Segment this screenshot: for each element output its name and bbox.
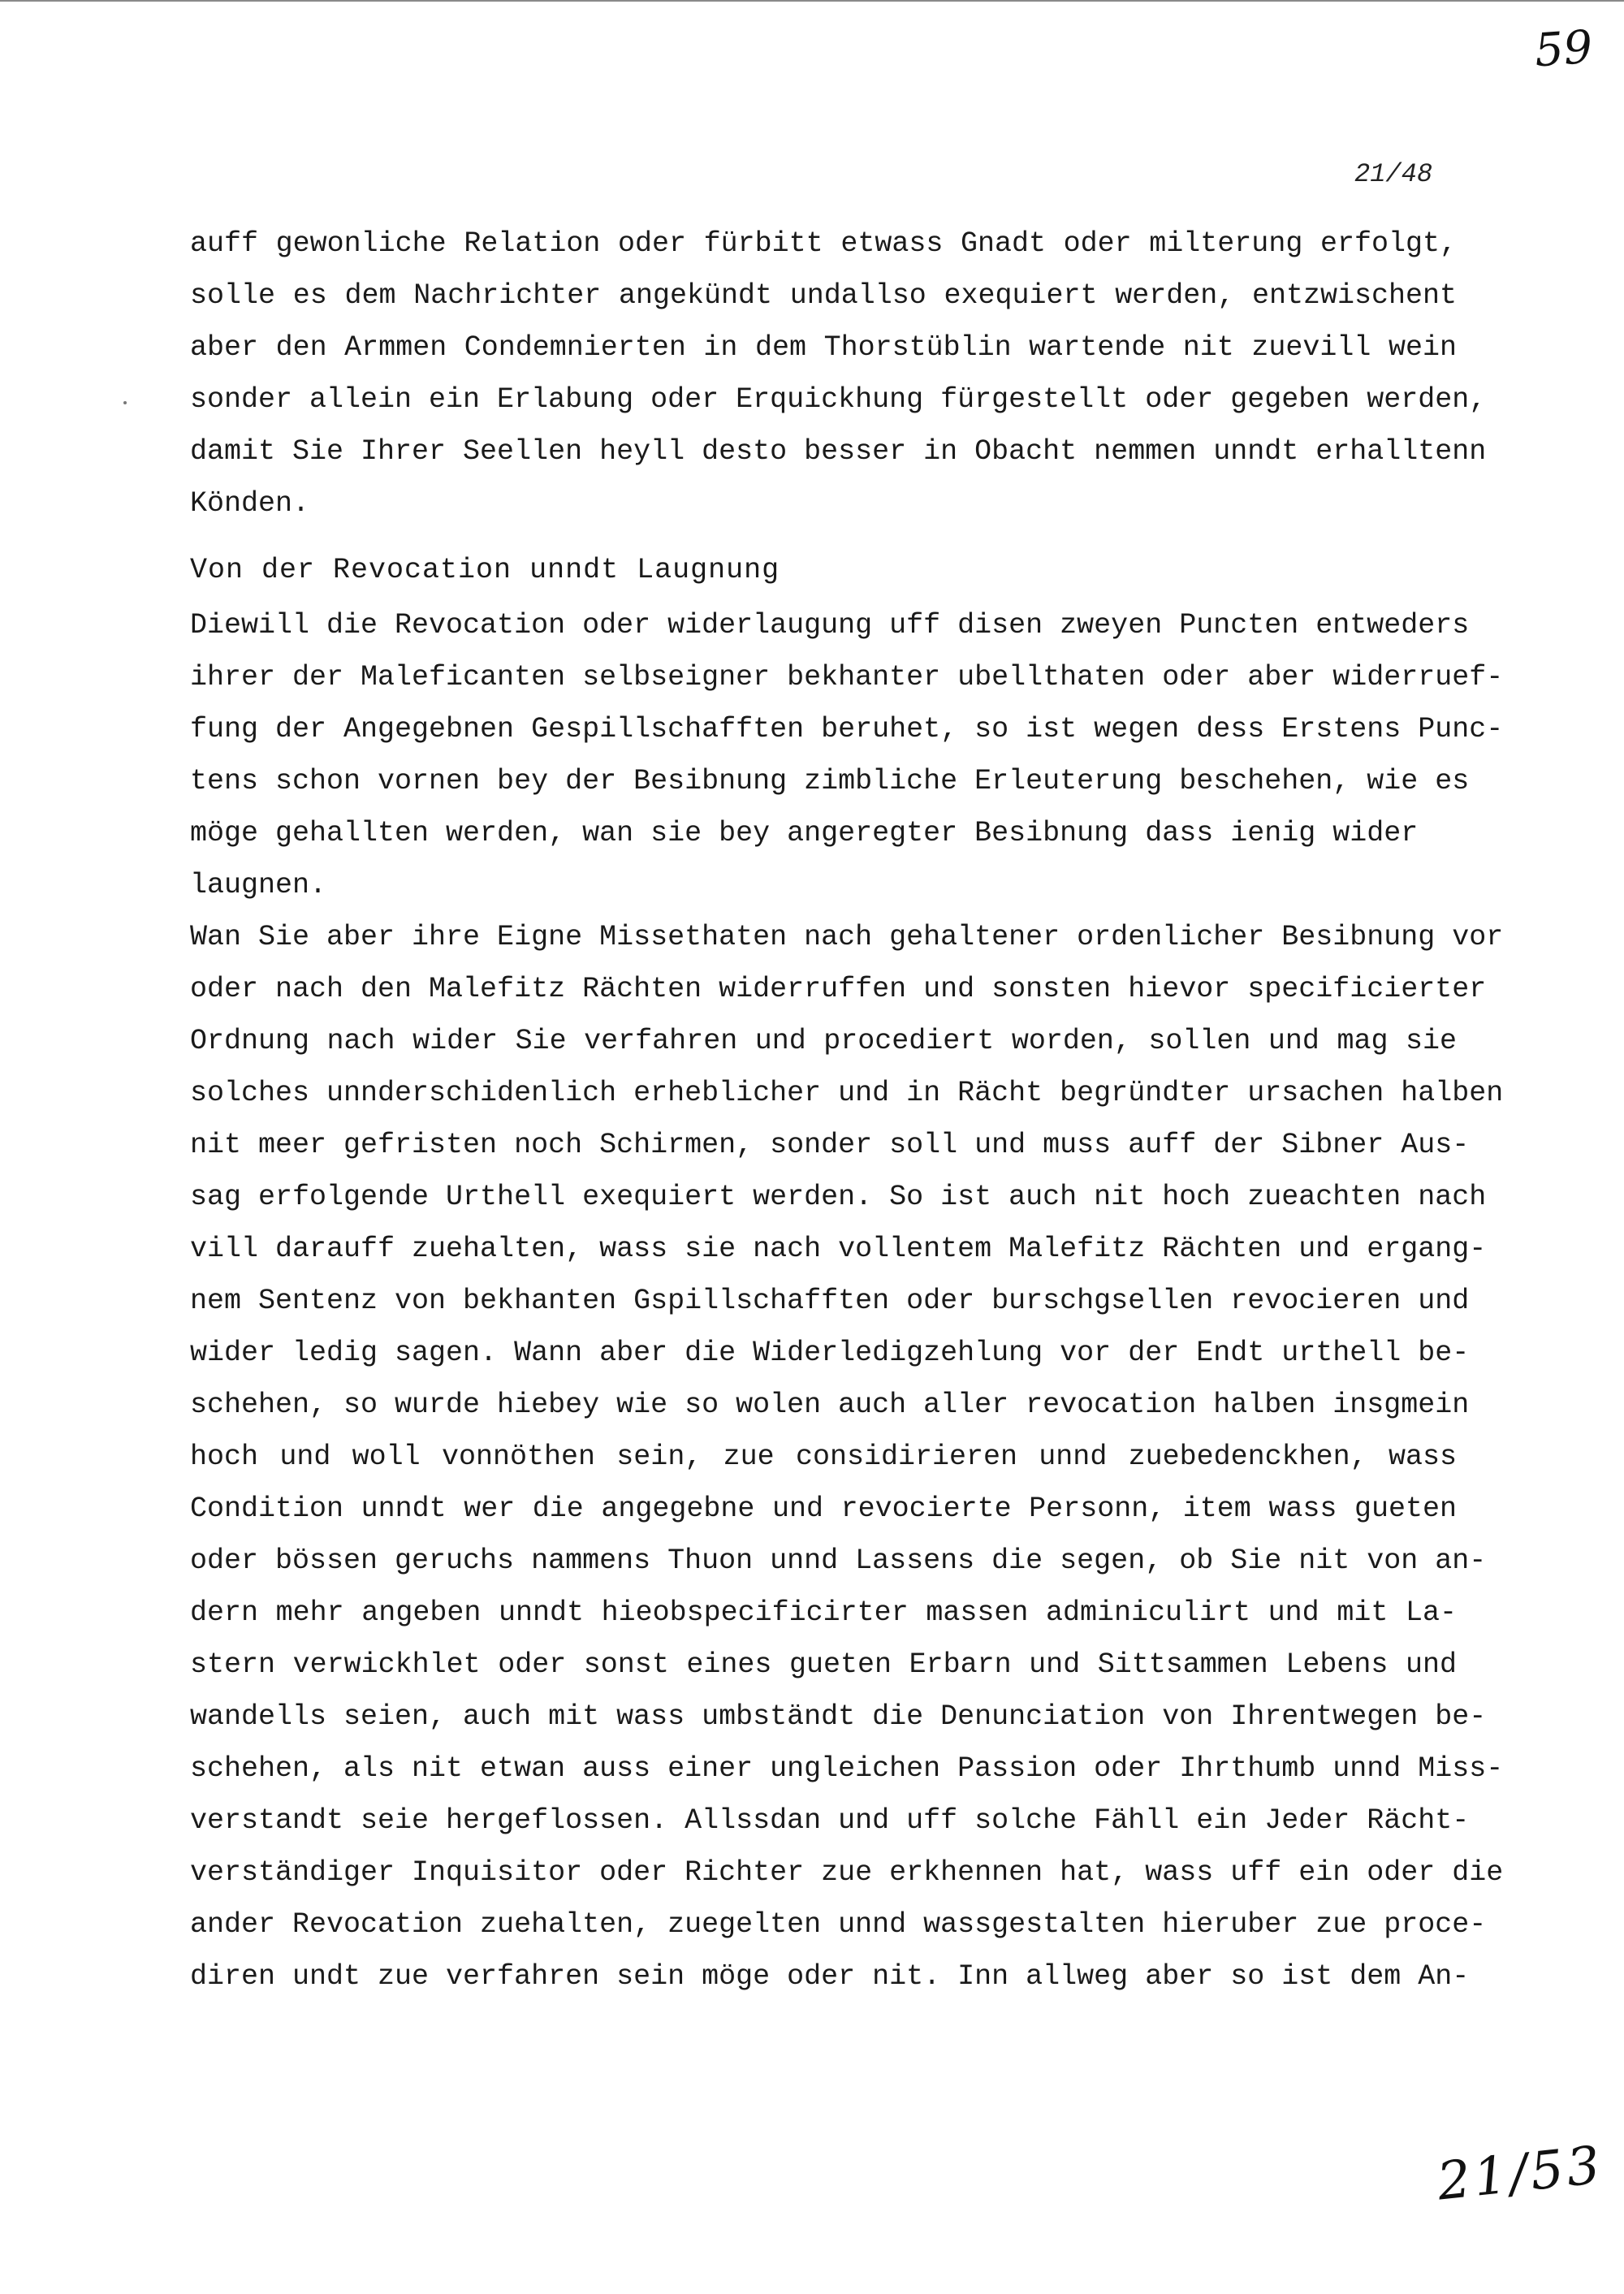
text-line: solches unnderschidenlich erheblicher und in Rächt begründter ursachen halben xyxy=(190,1077,1504,1109)
text-line: aber den Armmen Condemnierten in dem Thorstüblin wartende nit zuevill wein xyxy=(190,331,1457,364)
text-line: oder bössen geruchs nammens Thuon unnd Lassens die segen, ob Sie nit von an- xyxy=(190,1544,1487,1577)
page-reference: 21/48 xyxy=(1354,159,1433,189)
text-line: sag erfolgende Urthell exequiert werden. So ist auch nit hoch zueachten nach xyxy=(190,1181,1487,1213)
text-line: Diewill die Revocation oder widerlaugung uff disen zweyen Puncten entweders xyxy=(190,609,1470,642)
text-line: dern mehr angeben unndt hieobspecificirter massen adminiculirt und mit La- xyxy=(190,1596,1457,1629)
text-line: ander Revocation zuehalten, zuegelten unnd wassgestalten hieruber zue proce- xyxy=(190,1908,1487,1941)
text-line: Condition unndt wer die angegebne und revocierte Personn, item wass gueten xyxy=(190,1493,1457,1525)
text-line: verstandt seie hergeflossen. Allssdan und uff solche Fähll ein Jeder Rächt- xyxy=(190,1804,1470,1837)
text-line: vill darauff zuehalten, wass sie nach vollentem Malefitz Rächten und ergang- xyxy=(190,1233,1487,1265)
text-line: diren undt zue verfahren sein möge oder nit. Inn allweg aber so ist dem An- xyxy=(190,1960,1470,1993)
text-line: nem Sentenz von bekhanten Gspillschafften oder burschgsellen revocieren und xyxy=(190,1285,1470,1317)
handwritten-folio-number: 59 xyxy=(1532,20,1595,78)
text-line: hoch und woll vonnöthen sein, zue considirieren unnd zuebedenckhen, wass xyxy=(190,1441,1457,1473)
text-line: stern verwickhlet oder sonst eines gueten Erbarn und Sittsammen Lebens und xyxy=(190,1648,1457,1681)
text-line: damit Sie Ihrer Seellen heyll desto besser in Obacht nemmen unndt erhalltenn xyxy=(190,435,1487,468)
text-line: möge gehallten werden, wan sie bey angeregter Besibnung dass ienig wider xyxy=(190,817,1419,849)
text-line: wider ledig sagen. Wann aber die Widerledigzehlung vor der Endt urthell be- xyxy=(190,1337,1470,1369)
paragraph-2 xyxy=(190,599,1504,911)
text-line: schehen, als nit etwan auss einer ungleichen Passion oder Ihrthumb unnd Miss- xyxy=(190,1752,1504,1785)
text-line: laugnen. xyxy=(190,869,327,901)
section-heading: Von der Revocation unndt Laugnung xyxy=(190,554,780,586)
top-edge-line xyxy=(0,0,1624,2)
text-line: solle es dem Nachrichter angekündt undallso exequiert werden, entzwischent xyxy=(190,279,1457,312)
text-line: auff gewonliche Relation oder fürbitt etwass Gnadt oder milterung erfolgt, xyxy=(190,227,1457,260)
text-line: ihrer der Maleficanten selbseigner bekhanter ubellthaten oder aber widerruef- xyxy=(190,661,1504,693)
text-line: sonder allein ein Erlabung oder Erquickhung fürgestellt oder gegeben werden, xyxy=(190,383,1487,416)
text-line: Wan Sie aber ihre Eigne Missethaten nach gehaltener ordenlicher Besibnung vor xyxy=(190,921,1504,953)
text-line: nit meer gefristen noch Schirmen, sonder soll und muss auff der Sibner Aus- xyxy=(190,1129,1470,1161)
text-line: wandells seien, auch mit wass umbständt die Denunciation von Ihrentwegen be- xyxy=(190,1700,1487,1733)
handwritten-bottom-folio: 21/53 xyxy=(1434,2135,1606,2213)
text-line: schehen, so wurde hiebey wie so wolen auch aller revocation halben insgmein xyxy=(190,1389,1470,1421)
paragraph-1 xyxy=(190,218,1487,529)
text-line: Ordnung nach wider Sie verfahren und procediert worden, sollen und mag sie xyxy=(190,1025,1457,1057)
text-line: oder nach den Malefitz Rächten widerruffen und sonsten hievor specificierter xyxy=(190,973,1487,1005)
text-line: verständiger Inquisitor oder Richter zue erkhennen hat, wass uff ein oder die xyxy=(190,1856,1504,1889)
text-line: tens schon vornen bey der Besibnung zimbliche Erleuterung beschehen, wie es xyxy=(190,765,1470,797)
text-line: Könden. xyxy=(190,487,310,520)
text-line: fung der Angegebnen Gespillschafften beruhet, so ist wegen dess Erstens Punc- xyxy=(190,713,1504,745)
paragraph-3 xyxy=(190,911,1504,2002)
stray-ink-mark xyxy=(123,401,127,404)
